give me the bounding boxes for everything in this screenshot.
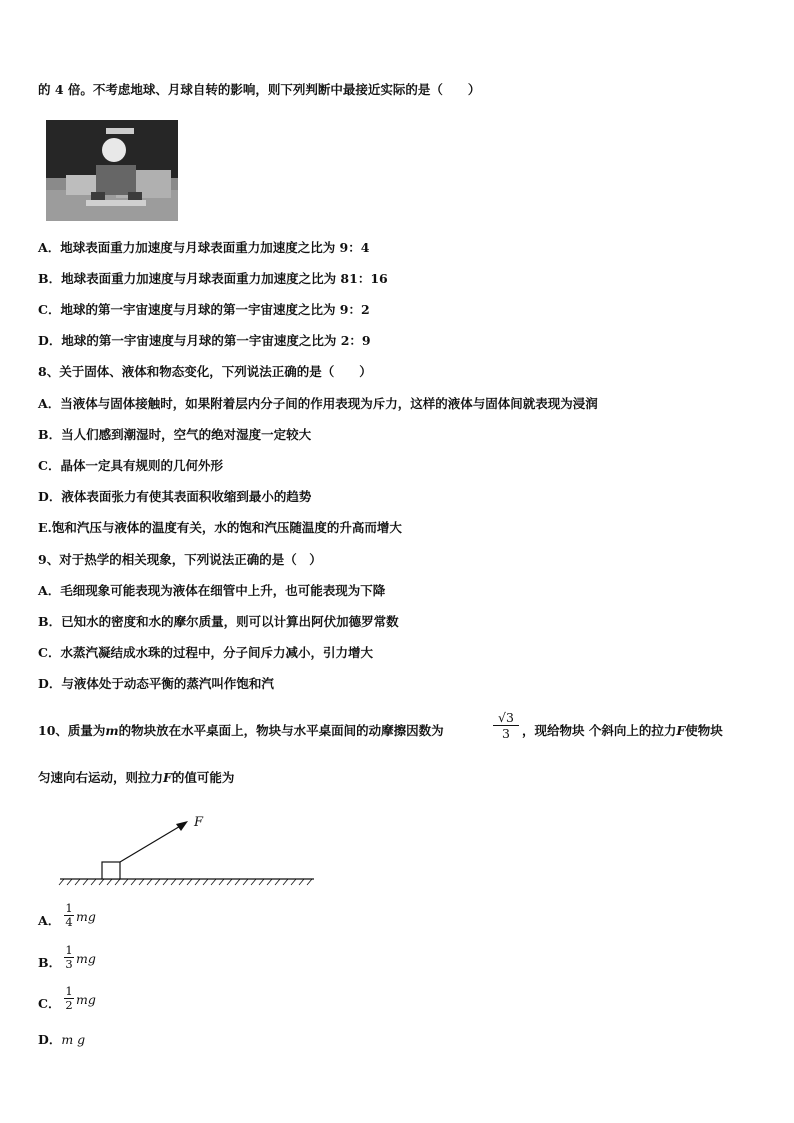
q10-stem-line1-end: ，现给物块 个斜向上的拉力F使物块 xyxy=(522,723,723,738)
q7-option-b: B．地球表面重力加速度与月球表面重力加速度之比为 81：16 xyxy=(38,271,388,286)
q8-option-b: B．当人们感到潮湿时，空气的绝对湿度一定较大 xyxy=(38,427,312,442)
lunar-rover-photo xyxy=(46,120,178,221)
force-diagram xyxy=(58,815,318,890)
q7-option-a: A．地球表面重力加速度与月球表面重力加速度之比为 9：4 xyxy=(38,240,370,255)
q9-option-b: B．已知水的密度和水的摩尔质量，则可以计算出阿伏加德罗常数 xyxy=(38,614,399,629)
q7-option-c: C．地球的第一宇宙速度与月球的第一宇宙速度之比为 9：2 xyxy=(38,302,370,317)
q9-option-d: D．与液体处于动态平衡的蒸汽叫作饱和汽 xyxy=(38,676,274,691)
q10-option-d: D．m g xyxy=(38,1032,86,1047)
q10-stem-line2: 匀速向右运动，则拉力F的值可能为 xyxy=(38,770,235,785)
q9-option-c: C．水蒸汽凝结成水珠的过程中，分子间斥力减小，引力增大 xyxy=(38,645,373,660)
force-label: F xyxy=(194,815,204,830)
q8-option-c: C．晶体一定具有规则的几何外形 xyxy=(38,458,223,473)
q7-option-d: D．地球的第一宇宙速度与月球的第一宇宙速度之比为 2：9 xyxy=(38,333,371,348)
q9-option-a: A．毛细现象可能表现为液体在细管中上升，也可能表现为下降 xyxy=(38,583,386,598)
q8-stem: 8、关于固体、液体和物态变化，下列说法正确的是（ ） xyxy=(38,364,372,379)
q8-option-d: D．液体表面张力有使其表面积收缩到最小的趋势 xyxy=(38,489,312,504)
q8-option-a: A．当液体与固体接触时，如果附着层内分子间的作用表现为斥力，这样的液体与固体间就表现为浸润 xyxy=(38,396,598,411)
q9-stem: 9、对于热学的相关现象，下列说法正确的是（ ） xyxy=(38,552,322,567)
intro-line: 的 4 倍。不考虑地球、月球自转的影响，则下列判断中最接近实际的是（ ） xyxy=(38,82,481,97)
q10-stem-line1: 10、质量为m的物块放在水平桌面上，物块与水平桌面间的动摩擦因数为 xyxy=(38,723,444,738)
q8-option-e: E.饱和汽压与液体的温度有关，水的饱和汽压随温度的升高而增大 xyxy=(38,520,402,535)
q10-friction-fraction: √3 3 xyxy=(493,710,519,741)
